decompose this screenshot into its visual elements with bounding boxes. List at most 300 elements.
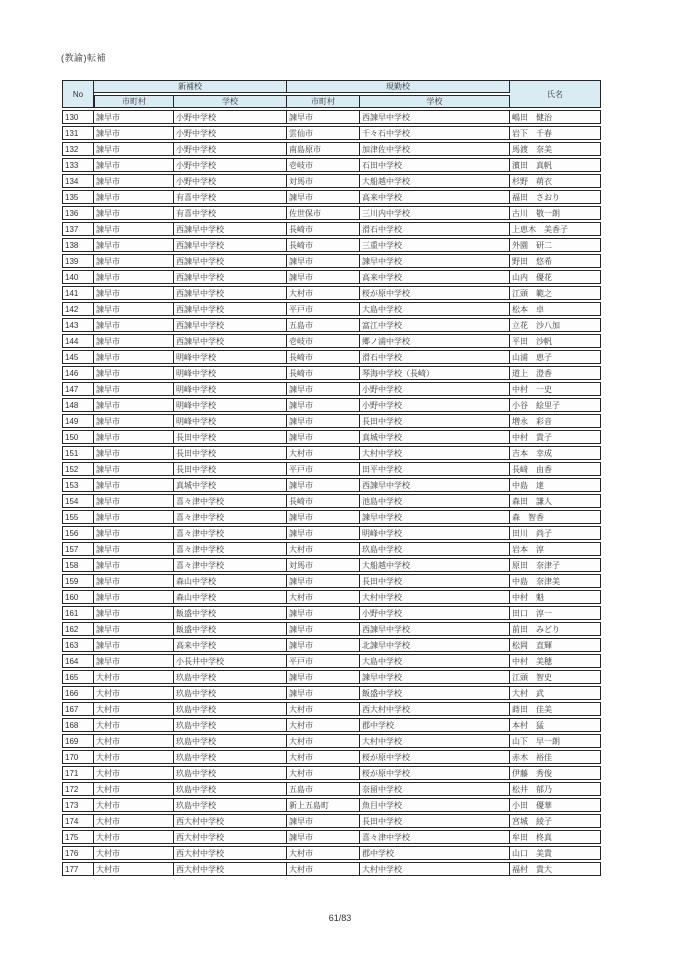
cell-current-school: 西大村中学校 [360, 702, 510, 716]
cell-new-school: 玖島中学校 [174, 798, 287, 812]
cell-current-school: 千々石中学校 [360, 126, 510, 140]
cell-current-city: 諫早市 [287, 430, 360, 444]
cell-no: 165 [62, 670, 94, 684]
cell-new-school: 玖島中学校 [174, 670, 287, 684]
cell-name: 松井 郁乃 [510, 782, 601, 796]
cell-name: 山浦 恵子 [510, 350, 601, 364]
cell-name: 伊藤 秀俊 [510, 766, 601, 780]
table-row [62, 446, 601, 460]
cell-name: 宮城 綾子 [510, 814, 601, 828]
cell-no: 175 [62, 830, 94, 844]
cell-current-city: 諫早市 [287, 382, 360, 396]
cell-current-city: 大村市 [287, 286, 360, 300]
cell-name: 福村 貴大 [510, 862, 601, 876]
cell-new-city: 諫早市 [94, 126, 174, 140]
cell-name: 森 智香 [510, 510, 601, 524]
cell-new-school: 有喜中学校 [174, 190, 287, 204]
cell-current-city: 平戸市 [287, 302, 360, 316]
cell-new-city: 諫早市 [94, 398, 174, 412]
cell-no: 141 [62, 286, 94, 300]
cell-current-school: 長田中学校 [360, 574, 510, 588]
cell-new-school: 西大村中学校 [174, 830, 287, 844]
cell-new-city: 大村市 [94, 766, 174, 780]
cell-name: 平田 沙帆 [510, 334, 601, 348]
cell-no: 148 [62, 398, 94, 412]
cell-current-school: 飯盛中学校 [360, 686, 510, 700]
cell-name: 中村 魁 [510, 590, 601, 604]
transfer-table [62, 78, 601, 878]
cell-name: 蒔田 佳美 [510, 702, 601, 716]
cell-new-city: 諫早市 [94, 142, 174, 156]
cell-current-city: 大村市 [287, 750, 360, 764]
cell-no: 144 [62, 334, 94, 348]
cell-name: 田口 淳一 [510, 606, 601, 620]
table-row [62, 270, 601, 284]
cell-new-city: 諫早市 [94, 558, 174, 572]
cell-current-school: 池島中学校 [360, 494, 510, 508]
cell-new-city: 諫早市 [94, 526, 174, 540]
cell-current-city: 諫早市 [287, 814, 360, 828]
cell-current-city: 諫早市 [287, 686, 360, 700]
cell-current-school: 大島中学校 [360, 654, 510, 668]
cell-current-city: 大村市 [287, 862, 360, 876]
cell-new-city: 諫早市 [94, 590, 174, 604]
table-row [62, 782, 601, 796]
cell-current-school: 富江中学校 [360, 318, 510, 332]
cell-current-city: 長崎市 [287, 494, 360, 508]
table-row [62, 286, 601, 300]
cell-new-school: 飯盛中学校 [174, 606, 287, 620]
cell-no: 170 [62, 750, 94, 764]
cell-new-city: 大村市 [94, 734, 174, 748]
cell-current-city: 諫早市 [287, 622, 360, 636]
table-row [62, 190, 601, 204]
cell-new-school: 真城中学校 [174, 478, 287, 492]
cell-no: 176 [62, 846, 94, 860]
table-row [62, 590, 601, 604]
cell-current-city: 大村市 [287, 446, 360, 460]
table-row [62, 606, 601, 620]
cell-current-city: 諫早市 [287, 830, 360, 844]
cell-no: 172 [62, 782, 94, 796]
table-row [62, 510, 601, 524]
cell-current-city: 佐世保市 [287, 206, 360, 220]
header-current-school: 学校 [360, 95, 510, 108]
cell-no: 151 [62, 446, 94, 460]
cell-no: 130 [62, 110, 94, 124]
table-header [62, 80, 601, 108]
cell-name: 古川 敬一朗 [510, 206, 601, 220]
cell-current-city: 長崎市 [287, 366, 360, 380]
cell-new-school: 小野中学校 [174, 158, 287, 172]
cell-new-city: 諫早市 [94, 350, 174, 364]
cell-new-school: 喜々津中学校 [174, 526, 287, 540]
cell-new-school: 明峰中学校 [174, 414, 287, 428]
cell-current-school: 加津佐中学校 [360, 142, 510, 156]
cell-current-school: 西諫早中学校 [360, 622, 510, 636]
header-new-school: 学校 [174, 95, 287, 108]
cell-no: 159 [62, 574, 94, 588]
cell-current-school: 小野中学校 [360, 382, 510, 396]
table-row [62, 174, 601, 188]
cell-new-city: 諫早市 [94, 542, 174, 556]
cell-new-school: 明峰中学校 [174, 366, 287, 380]
cell-new-school: 小長井中学校 [174, 654, 287, 668]
table-row [62, 206, 601, 220]
cell-new-school: 喜々津中学校 [174, 494, 287, 508]
cell-current-city: 諫早市 [287, 110, 360, 124]
cell-name: 小谷 絵里子 [510, 398, 601, 412]
cell-new-school: 玖島中学校 [174, 750, 287, 764]
cell-no: 158 [62, 558, 94, 572]
table-body [62, 110, 601, 876]
header-current-city: 市町村 [287, 95, 360, 108]
cell-no: 162 [62, 622, 94, 636]
cell-new-city: 大村市 [94, 718, 174, 732]
cell-no: 155 [62, 510, 94, 524]
cell-new-school: 西諫早中学校 [174, 334, 287, 348]
cell-current-city: 南島原市 [287, 142, 360, 156]
cell-no: 134 [62, 174, 94, 188]
cell-no: 161 [62, 606, 94, 620]
table-row [62, 462, 601, 476]
cell-current-school: 大船越中学校 [360, 558, 510, 572]
cell-current-city: 大村市 [287, 590, 360, 604]
cell-new-city: 諫早市 [94, 414, 174, 428]
cell-new-city: 諫早市 [94, 638, 174, 652]
cell-new-city: 大村市 [94, 798, 174, 812]
cell-current-city: 大村市 [287, 702, 360, 716]
cell-new-school: 西大村中学校 [174, 862, 287, 876]
table-row [62, 478, 601, 492]
cell-current-school: 喜々津中学校 [360, 830, 510, 844]
cell-current-school: 大村中学校 [360, 446, 510, 460]
cell-new-city: 諫早市 [94, 654, 174, 668]
table-row [62, 558, 601, 572]
cell-new-city: 諫早市 [94, 270, 174, 284]
cell-current-school: 大村中学校 [360, 590, 510, 604]
table-row [62, 766, 601, 780]
cell-current-city: 諫早市 [287, 606, 360, 620]
cell-new-city: 大村市 [94, 846, 174, 860]
cell-no: 147 [62, 382, 94, 396]
cell-name: 中村 一史 [510, 382, 601, 396]
cell-new-school: 明峰中学校 [174, 382, 287, 396]
table-row [62, 254, 601, 268]
cell-name: 本村 猛 [510, 718, 601, 732]
cell-current-school: 真城中学校 [360, 430, 510, 444]
cell-current-city: 大村市 [287, 734, 360, 748]
cell-new-city: 大村市 [94, 862, 174, 876]
cell-current-school: 三重中学校 [360, 238, 510, 252]
cell-no: 169 [62, 734, 94, 748]
cell-name: 杉野 萌衣 [510, 174, 601, 188]
cell-current-school: 郡中学校 [360, 846, 510, 860]
table-row [62, 494, 601, 508]
cell-new-city: 諫早市 [94, 254, 174, 268]
table-row [62, 638, 601, 652]
cell-new-city: 大村市 [94, 830, 174, 844]
cell-no: 133 [62, 158, 94, 172]
cell-no: 150 [62, 430, 94, 444]
cell-name: 上恵木 美香子 [510, 222, 601, 236]
cell-current-school: 魚目中学校 [360, 798, 510, 812]
cell-name: 山下 早一朗 [510, 734, 601, 748]
cell-new-city: 諫早市 [94, 494, 174, 508]
cell-no: 152 [62, 462, 94, 476]
cell-no: 142 [62, 302, 94, 316]
cell-no: 131 [62, 126, 94, 140]
cell-new-city: 大村市 [94, 814, 174, 828]
cell-current-school: 石田中学校 [360, 158, 510, 172]
cell-new-school: 西諫早中学校 [174, 254, 287, 268]
cell-current-city: 諫早市 [287, 398, 360, 412]
cell-name: 吉本 幸成 [510, 446, 601, 460]
table-row [62, 334, 601, 348]
table-row [62, 750, 601, 764]
cell-new-school: 有喜中学校 [174, 206, 287, 220]
cell-current-city: 長崎市 [287, 222, 360, 236]
cell-current-school: 三川内中学校 [360, 206, 510, 220]
cell-name: 山口 美貴 [510, 846, 601, 860]
table-row [62, 350, 601, 364]
cell-name: 立花 沙八加 [510, 318, 601, 332]
cell-new-school: 喜々津中学校 [174, 542, 287, 556]
table-row [62, 622, 601, 636]
cell-no: 140 [62, 270, 94, 284]
cell-current-school: 大村中学校 [360, 862, 510, 876]
cell-no: 173 [62, 798, 94, 812]
cell-name: 岩下 千春 [510, 126, 601, 140]
cell-current-school: 西諫早中学校 [360, 110, 510, 124]
cell-new-city: 諫早市 [94, 286, 174, 300]
cell-new-city: 諫早市 [94, 110, 174, 124]
cell-new-city: 諫早市 [94, 622, 174, 636]
cell-no: 149 [62, 414, 94, 428]
cell-current-city: 対馬市 [287, 174, 360, 188]
cell-current-city: 諫早市 [287, 574, 360, 588]
cell-new-city: 諫早市 [94, 510, 174, 524]
cell-current-school: 高来中学校 [360, 190, 510, 204]
cell-no: 166 [62, 686, 94, 700]
cell-current-school: 小野中学校 [360, 606, 510, 620]
cell-current-city: 対馬市 [287, 558, 360, 572]
cell-new-school: 明峰中学校 [174, 350, 287, 364]
cell-current-city: 雲仙市 [287, 126, 360, 140]
cell-current-school: 滑石中学校 [360, 222, 510, 236]
header-no: No [62, 80, 94, 108]
cell-name: 野田 悠希 [510, 254, 601, 268]
cell-new-city: 諫早市 [94, 366, 174, 380]
cell-name: 中島 達 [510, 478, 601, 492]
cell-current-school: 郷ノ浦中学校 [360, 334, 510, 348]
cell-new-school: 西諫早中学校 [174, 286, 287, 300]
cell-new-city: 諫早市 [94, 462, 174, 476]
cell-no: 132 [62, 142, 94, 156]
table-row [62, 302, 601, 316]
table-row [62, 382, 601, 396]
cell-new-city: 諫早市 [94, 158, 174, 172]
cell-current-school: 郡中学校 [360, 718, 510, 732]
table-row [62, 830, 601, 844]
cell-current-school: 桜が原中学校 [360, 766, 510, 780]
cell-current-school: 小野中学校 [360, 398, 510, 412]
cell-no: 138 [62, 238, 94, 252]
cell-no: 146 [62, 366, 94, 380]
table-row [62, 126, 601, 140]
cell-name: 馬渡 奈美 [510, 142, 601, 156]
table-row [62, 366, 601, 380]
cell-no: 139 [62, 254, 94, 268]
cell-current-school: 長田中学校 [360, 414, 510, 428]
cell-current-city: 大村市 [287, 542, 360, 556]
cell-current-city: 長崎市 [287, 238, 360, 252]
cell-current-city: 平戸市 [287, 654, 360, 668]
cell-no: 171 [62, 766, 94, 780]
cell-new-city: 諫早市 [94, 430, 174, 444]
cell-current-city: 大村市 [287, 718, 360, 732]
cell-name: 原田 奈津子 [510, 558, 601, 572]
cell-current-school: 諫早中学校 [360, 254, 510, 268]
table-row [62, 686, 601, 700]
cell-new-school: 西諫早中学校 [174, 222, 287, 236]
table-row [62, 398, 601, 412]
cell-name: 嶋田 健治 [510, 110, 601, 124]
cell-name: 大村 武 [510, 686, 601, 700]
cell-new-school: 玖島中学校 [174, 782, 287, 796]
cell-no: 177 [62, 862, 94, 876]
cell-name: 中島 奈津美 [510, 574, 601, 588]
cell-name: 外園 研二 [510, 238, 601, 252]
cell-current-city: 長崎市 [287, 350, 360, 364]
cell-new-city: 大村市 [94, 750, 174, 764]
cell-name: 江頭 範之 [510, 286, 601, 300]
cell-current-city: 五島市 [287, 782, 360, 796]
cell-name: 小田 優華 [510, 798, 601, 812]
table-row [62, 318, 601, 332]
cell-new-school: 小野中学校 [174, 110, 287, 124]
cell-new-school: 玖島中学校 [174, 702, 287, 716]
table-row [62, 238, 601, 252]
cell-new-school: 玖島中学校 [174, 734, 287, 748]
cell-name: 道上 澄香 [510, 366, 601, 380]
cell-new-school: 高来中学校 [174, 638, 287, 652]
cell-current-city: 諫早市 [287, 478, 360, 492]
cell-current-city: 大村市 [287, 846, 360, 860]
table-row [62, 142, 601, 156]
cell-current-city: 諫早市 [287, 254, 360, 268]
cell-no: 145 [62, 350, 94, 364]
cell-current-school: 大村中学校 [360, 734, 510, 748]
cell-new-school: 森山中学校 [174, 590, 287, 604]
table-row [62, 718, 601, 732]
cell-new-city: 諫早市 [94, 238, 174, 252]
cell-new-school: 玖島中学校 [174, 766, 287, 780]
cell-new-city: 諫早市 [94, 478, 174, 492]
cell-no: 163 [62, 638, 94, 652]
table-row [62, 542, 601, 556]
table-row [62, 430, 601, 444]
cell-name: 赤木 裕佳 [510, 750, 601, 764]
cell-name: 中村 貴子 [510, 430, 601, 444]
cell-current-city: 諫早市 [287, 510, 360, 524]
cell-current-school: 高来中学校 [360, 270, 510, 284]
cell-new-school: 喜々津中学校 [174, 510, 287, 524]
cell-new-city: 諫早市 [94, 446, 174, 460]
cell-new-school: 玖島中学校 [174, 718, 287, 732]
cell-no: 156 [62, 526, 94, 540]
cell-new-school: 長田中学校 [174, 446, 287, 460]
cell-name: 牟田 柊真 [510, 830, 601, 844]
cell-current-school: 長田中学校 [360, 814, 510, 828]
cell-current-city: 新上五島町 [287, 798, 360, 812]
cell-current-school: 玖島中学校 [360, 542, 510, 556]
cell-new-school: 森山中学校 [174, 574, 287, 588]
cell-current-school: 明峰中学校 [360, 526, 510, 540]
cell-current-city: 壱岐市 [287, 334, 360, 348]
cell-no: 157 [62, 542, 94, 556]
cell-new-school: 西諫早中学校 [174, 302, 287, 316]
table-row [62, 702, 601, 716]
cell-name: 増永 彩音 [510, 414, 601, 428]
header-current-school-group: 現勤校 [287, 80, 510, 93]
table-row [62, 526, 601, 540]
cell-current-school: 諫早中学校 [360, 510, 510, 524]
cell-new-school: 西大村中学校 [174, 814, 287, 828]
cell-no: 164 [62, 654, 94, 668]
header-new-school-group: 新補校 [94, 80, 287, 93]
cell-current-school: 西諫早中学校 [360, 478, 510, 492]
cell-new-school: 長田中学校 [174, 462, 287, 476]
table-row [62, 734, 601, 748]
cell-no: 168 [62, 718, 94, 732]
cell-new-school: 小野中学校 [174, 126, 287, 140]
cell-new-school: 小野中学校 [174, 142, 287, 156]
table-row [62, 414, 601, 428]
cell-name: 中村 美穂 [510, 654, 601, 668]
cell-no: 143 [62, 318, 94, 332]
cell-name: 江頭 智史 [510, 670, 601, 684]
cell-new-city: 諫早市 [94, 190, 174, 204]
cell-new-school: 喜々津中学校 [174, 558, 287, 572]
cell-no: 154 [62, 494, 94, 508]
cell-current-school: 琴海中学校（長崎） [360, 366, 510, 380]
table-row [62, 110, 601, 124]
cell-current-school: 田平中学校 [360, 462, 510, 476]
cell-current-city: 諫早市 [287, 190, 360, 204]
cell-new-school: 西諫早中学校 [174, 238, 287, 252]
header-name: 氏名 [510, 80, 601, 108]
cell-current-school: 大島中学校 [360, 302, 510, 316]
cell-new-city: 諫早市 [94, 574, 174, 588]
cell-no: 167 [62, 702, 94, 716]
cell-no: 174 [62, 814, 94, 828]
table-row [62, 158, 601, 172]
cell-name: 濱田 真帆 [510, 158, 601, 172]
cell-current-city: 平戸市 [287, 462, 360, 476]
table-row [62, 798, 601, 812]
cell-new-city: 諫早市 [94, 302, 174, 316]
cell-new-city: 大村市 [94, 782, 174, 796]
cell-new-city: 諫早市 [94, 206, 174, 220]
cell-current-school: 諫早中学校 [360, 670, 510, 684]
cell-current-city: 諫早市 [287, 638, 360, 652]
cell-new-school: 西諫早中学校 [174, 270, 287, 284]
cell-new-city: 大村市 [94, 670, 174, 684]
doc-title: (教諭)転補 [61, 53, 106, 63]
table-row [62, 654, 601, 668]
cell-no: 137 [62, 222, 94, 236]
